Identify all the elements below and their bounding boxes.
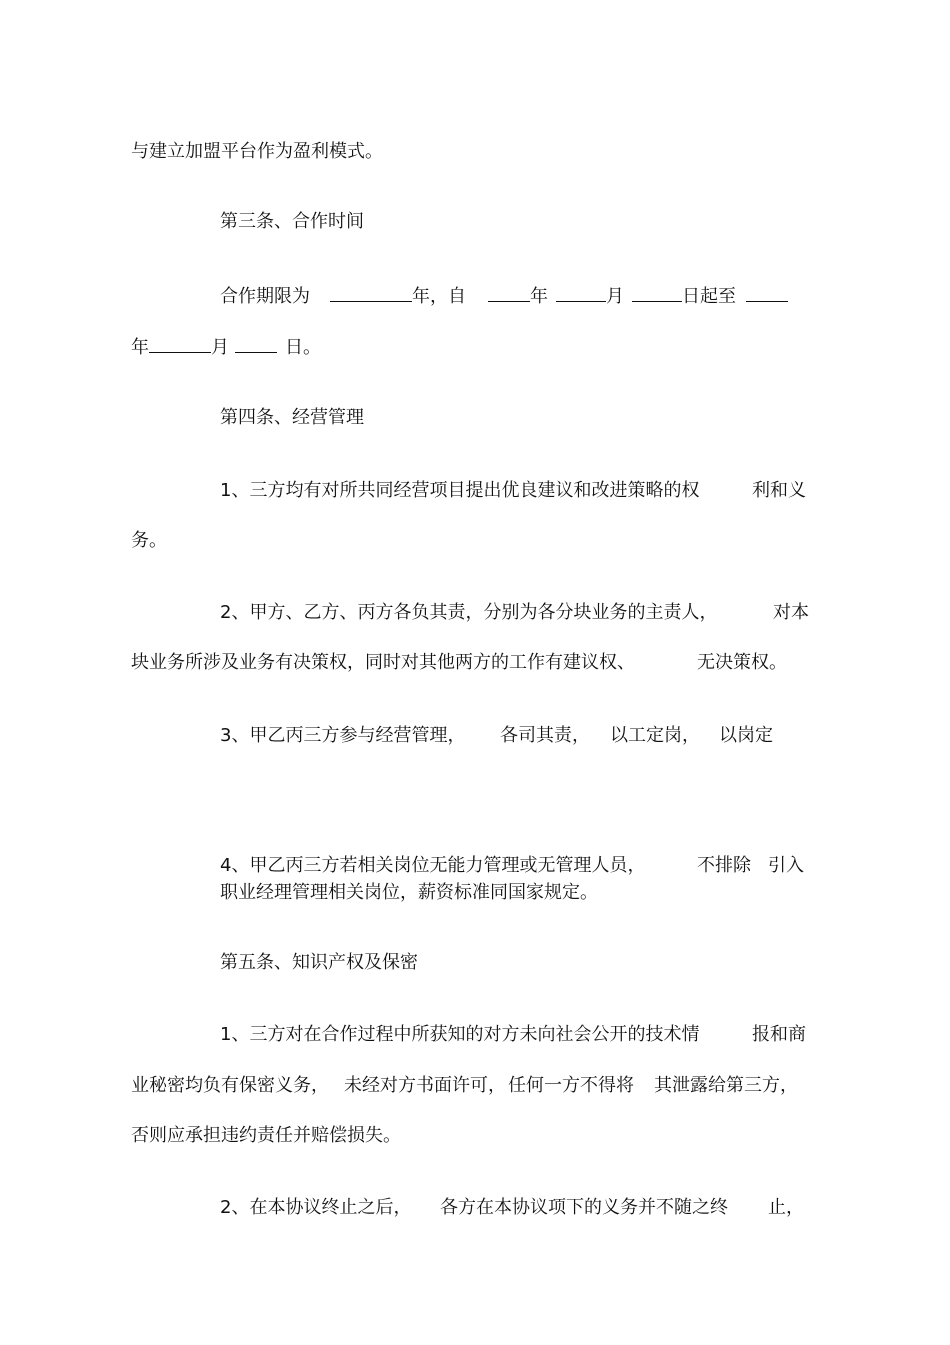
year-label: 年，自 [412, 286, 466, 307]
art5-item1-line2-part2: 未经对方书面许可， [344, 1075, 506, 1096]
end-year-label: 年 [131, 337, 149, 358]
end-month-label: 月 [211, 337, 229, 358]
art5-item2-part1: 2、在本协议终止之后， [220, 1197, 412, 1218]
art5-item1-line3: 否则应承担违约责任并赔偿损失。 [131, 1125, 401, 1146]
art5-item1-line1: 1、三方对在合作过程中所获知的对方未向社会公开的技术情 [220, 1024, 700, 1045]
art4-item2-line1: 2、甲方、乙方、丙方各负其责，分别为各分块业务的主责人， [220, 602, 718, 623]
art4-item2-line1-tail: 对本 [773, 602, 809, 623]
art5-item1-line2-part1: 业秘密均负有保密义务， [131, 1075, 329, 1096]
art4-item3-part3: 以工定岗， [610, 725, 700, 746]
paragraph-continuation: 与建立加盟平台作为盈利模式。 [131, 141, 383, 162]
art4-item1-line1-tail: 利和义 [752, 480, 806, 501]
article-4-title: 第四条、经营管理 [220, 407, 364, 428]
art5-item2-part3: 止， [768, 1197, 804, 1218]
art4-item3-part2: 各司其责， [500, 725, 590, 746]
start-day-label: 日起至 [682, 286, 736, 307]
art5-item1-line2-part4: 其泄露给第三方， [654, 1075, 798, 1096]
start-month-label: 月 [606, 286, 624, 307]
art4-item1-line2: 务。 [131, 530, 167, 551]
end-day-label: 日。 [285, 337, 321, 358]
end-year-blank [746, 285, 788, 302]
start-year-label: 年 [530, 286, 548, 307]
art4-item2-line2: 块业务所涉及业务有决策权，同时对其他两方的工作有建议权、 [131, 652, 635, 673]
end-month-blank [149, 336, 211, 353]
art4-item1-line1: 1、三方均有对所共同经营项目提出优良建议和改进策略的权 [220, 480, 700, 501]
art5-item2-part2: 各方在本协议项下的义务并不随之终 [440, 1197, 728, 1218]
art4-item2-line2-tail: 无决策权。 [697, 652, 787, 673]
art4-item4-line1-tail: 引入 [768, 855, 804, 876]
art4-item4-line1: 4、甲乙丙三方若相关岗位无能力管理或无管理人员， [220, 855, 646, 876]
start-year-blank [488, 285, 530, 302]
start-day-blank [632, 285, 682, 302]
article-5-title: 第五条、知识产权及保密 [220, 952, 418, 973]
art4-item4-line2: 职业经理管理相关岗位，薪资标准同国家规定。 [220, 882, 598, 903]
art5-item1-line1-tail: 报和商 [752, 1024, 806, 1045]
art4-item4-line1-mid: 不排除 [697, 855, 751, 876]
year-blank [330, 285, 412, 302]
end-day-blank [235, 336, 277, 353]
art4-item3-part1: 3、甲乙丙三方参与经营管理， [220, 725, 466, 746]
start-month-blank [556, 285, 606, 302]
term-prefix: 合作期限为 [220, 286, 310, 307]
article-3-title: 第三条、合作时间 [220, 211, 364, 232]
art4-item3-part4: 以岗定 [719, 725, 773, 746]
term-line-1 [220, 285, 788, 308]
term-line-2 [131, 336, 321, 359]
art5-item1-line2-part3: 任何一方不得将 [508, 1075, 634, 1096]
